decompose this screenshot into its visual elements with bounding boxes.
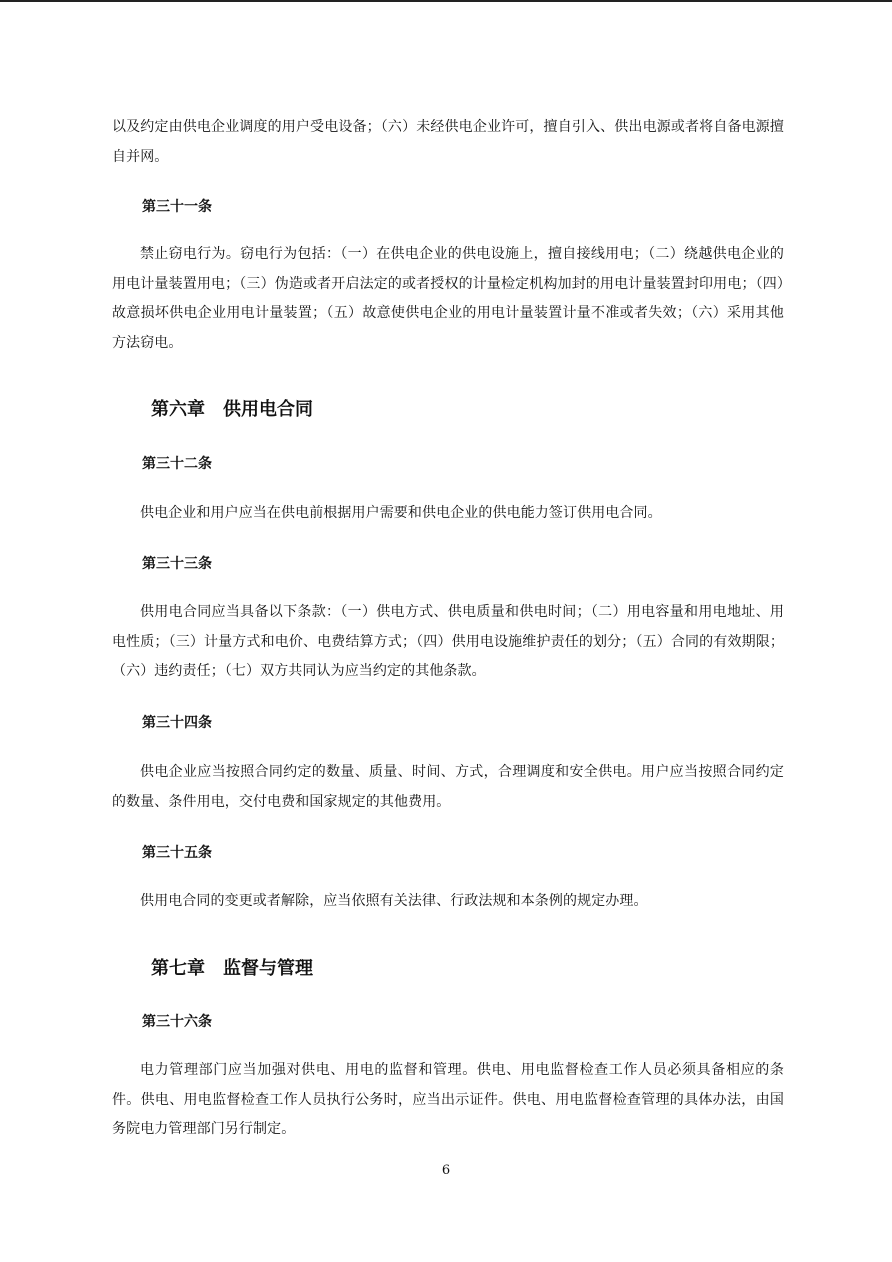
paragraph-article-36: 电力管理部门应当加强对供电、用电的监督和管理。供电、用电监督检查工作人员必须具备相应的条件。供电、用电监督检查工作人员执行公务时，应当出示证件。供电、用电监督检查管理的具体办法，由国务院电力管理部门另行制定。 [112,1062,784,1137]
page-number: 6 [441,1163,451,1178]
article-heading-36: 第三十六条 [142,1014,212,1030]
article-heading-34: 第三十四条 [142,715,212,731]
article-heading-32: 第三十二条 [142,456,212,472]
paragraph-article-31: 禁止窃电行为。窃电行为包括：（一）在供电企业的供电设施上，擅自接线用电；（二）绕越供电企业的用电计量装置用电；（三）伪造或者开启法定的或者授权的计量检定机构加封的用电计量装置封印用电；（四）故意损坏供电企业用电计量装置；（五）故意使供电企业的用电计量装置计量不准或者失效；（六）采用其他方法窃电。 [112,246,784,351]
paragraph-article-32: 供电企业和用户应当在供电前根据用户需要和供电企业的供电能力签订供用电合同。 [140,505,662,521]
article-heading-31: 第三十一条 [142,199,212,215]
article-heading-35: 第三十五条 [142,845,212,861]
paragraph-article-34: 供电企业应当按照合同约定的数量、质量、时间、方式，合理调度和安全供电。用户应当按照合同约定的数量、条件用电，交付电费和国家规定的其他费用。 [112,764,784,810]
chapter-heading-7: 第七章 监督与管理 [151,958,313,979]
article-heading-33: 第三十三条 [142,556,212,572]
paragraph-article-35: 供用电合同的变更或者解除，应当依照有关法律、行政法规和本条例的规定办理。 [140,893,648,909]
chapter-heading-6: 第六章 供用电合同 [151,399,313,420]
paragraph-article-33: 供用电合同应当具备以下条款：（一）供电方式、供电质量和供电时间；（二）用电容量和用电地址、用电性质；（三）计量方式和电价、电费结算方式；（四）供用电设施维护责任的划分；（五）合同的有效期限；（六）违约责任；（七）双方共同认为应当约定的其他条款。 [112,604,784,679]
paragraph-continuation: 以及约定由供电企业调度的用户受电设备；（六）未经供电企业许可，擅自引入、供出电源或者将自备电源擅自并网。 [112,119,784,165]
